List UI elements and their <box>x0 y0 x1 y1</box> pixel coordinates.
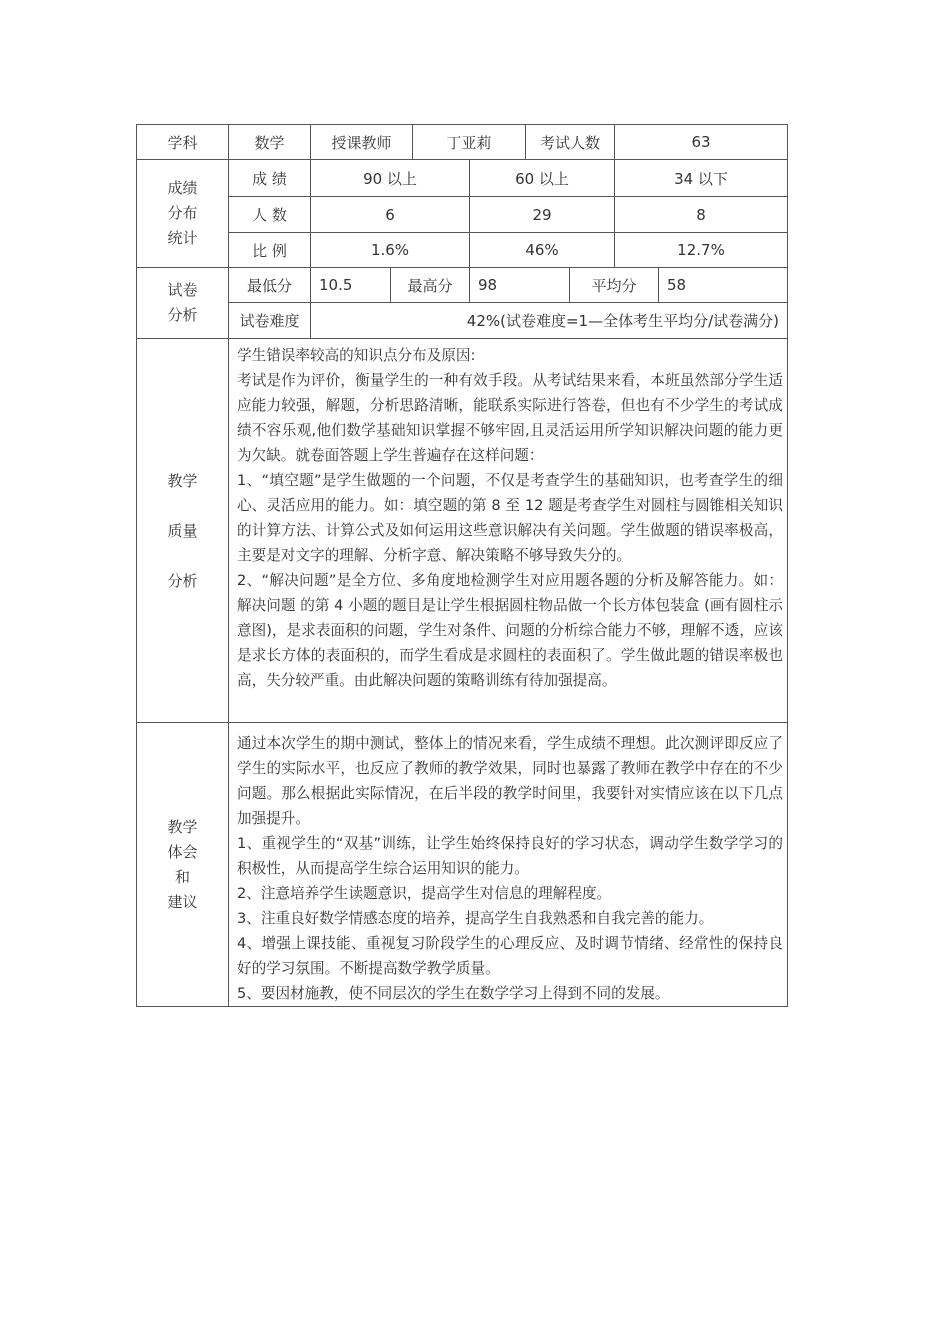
max-score-label: 最高分 <box>390 267 470 303</box>
paper-section-label: 试卷 分析 <box>136 267 229 339</box>
subject-label: 学科 <box>136 124 229 160</box>
max-score-value: 98 <box>469 267 570 303</box>
min-score-label: 最低分 <box>228 267 311 303</box>
difficulty-value: 42%(试卷难度=1—全体考生平均分/试卷满分) <box>310 302 788 339</box>
ratio-90-above: 1.6% <box>310 232 470 268</box>
advice-paragraph: 1、重视学生的“双基”训练，让学生始终保持良好的学习状态，调动学生数学学习的积极性，从而提高学生综合运用知识的能力。 <box>237 835 783 877</box>
advice-paragraph: 3、注重良好数学情感态度的培养，提高学生自我熟悉和自我完善的能力。 <box>237 910 714 927</box>
advice-paragraph: 5、要因材施教，使不同层次的学生在数学学习上得到不同的发展。 <box>237 985 670 1002</box>
range-34-below: 34 以下 <box>614 159 788 197</box>
quality-analysis-text <box>228 338 788 723</box>
student-count-label: 人 数 <box>228 196 311 233</box>
count-90-above: 6 <box>310 196 470 233</box>
range-90-above: 90 以上 <box>310 159 470 197</box>
teacher-label: 授课教师 <box>310 124 413 160</box>
distribution-section-label: 成绩 分布 统计 <box>136 159 229 268</box>
exam-analysis-form <box>136 124 788 1008</box>
quality-section-label: 教学 质量 分析 <box>136 338 229 723</box>
exam-count-label: 考试人数 <box>525 124 615 160</box>
ratio-60-above: 46% <box>469 232 615 268</box>
range-60-above: 60 以上 <box>469 159 615 197</box>
advice-paragraph: 4、增强上课技能、重视复习阶段学生的心理反应、及时调节情绪、经常性的保持良好的学习氛围。不断提高数学教学质量。 <box>237 935 783 977</box>
count-34-below: 8 <box>614 196 788 233</box>
exam-count-value: 63 <box>614 124 788 160</box>
count-60-above: 29 <box>469 196 615 233</box>
analysis-table <box>136 124 788 1008</box>
teacher-value: 丁亚莉 <box>412 124 526 160</box>
quality-paragraph: 2、“解决问题”是全方位、多角度地检测学生对应用题各题的分析及解答能力。如：解决问题 的第 4 小题的题目是让学生根据圆柱物品做一个长方体包装盒 (画有圆柱示意图)，是求表面积的问题，学生对条件、问题的分析综合能力不够，理解不透，应该是求长方体的表面积的，而学生看成是求圆柱的表面积了。学生做此题的错误率极也高，失分较严重。由此解决问题的策略训练有待加强提高。 <box>237 572 783 689</box>
difficulty-label: 试卷难度 <box>228 302 311 339</box>
quality-paragraph: 学生错误率较高的知识点分布及原因: <box>237 347 476 364</box>
ratio-label: 比 例 <box>228 232 311 268</box>
advice-paragraph: 通过本次学生的期中测试，整体上的情况来看，学生成绩不理想。此次测评即反应了学生的实际水平，也反应了教师的教学效果，同时也暴露了教师在教学中存在的不少问题。那么根据此实际情况，在后半段的教学时间里，我要针对实情应该在以下几点加强提升。 <box>237 735 783 827</box>
score-range-label: 成 绩 <box>228 159 311 197</box>
min-score-value: 10.5 <box>310 267 391 303</box>
quality-paragraph: 1、“填空题”是学生做题的一个问题，不仅是考查学生的基础知识，也考查学生的细心、灵活应用的能力。如：填空题的第 8 至 12 题是考查学生对圆柱与圆锥相关知识的计算方法、计算公式及如何运用这些意识解决有关问题。学生做题的错误率极高，主要是对文字的理解、分析字意、解决策略不够导致失分的。 <box>237 472 783 564</box>
avg-score-value: 58 <box>658 267 788 303</box>
subject-value: 数学 <box>228 124 311 160</box>
advice-text <box>228 722 788 1007</box>
advice-section-label: 教学 体会 和 建议 <box>136 722 229 1007</box>
quality-paragraph: 考试是作为评价，衡量学生的一种有效手段。从考试结果来看，本班虽然部分学生适应能力较强，解题，分析思路清晰，能联系实际进行答卷，但也有不少学生的考试成绩不容乐观,他们数学基础知识掌握不够牢固,且灵活运用所学知识解决问题的能力更为欠缺。就卷面答题上学生普遍存在这样问题： <box>237 372 783 464</box>
avg-score-label: 平均分 <box>569 267 659 303</box>
advice-paragraph: 2、注意培养学生读题意识，提高学生对信息的理解程度。 <box>237 885 612 902</box>
ratio-34-below: 12.7% <box>614 232 788 268</box>
